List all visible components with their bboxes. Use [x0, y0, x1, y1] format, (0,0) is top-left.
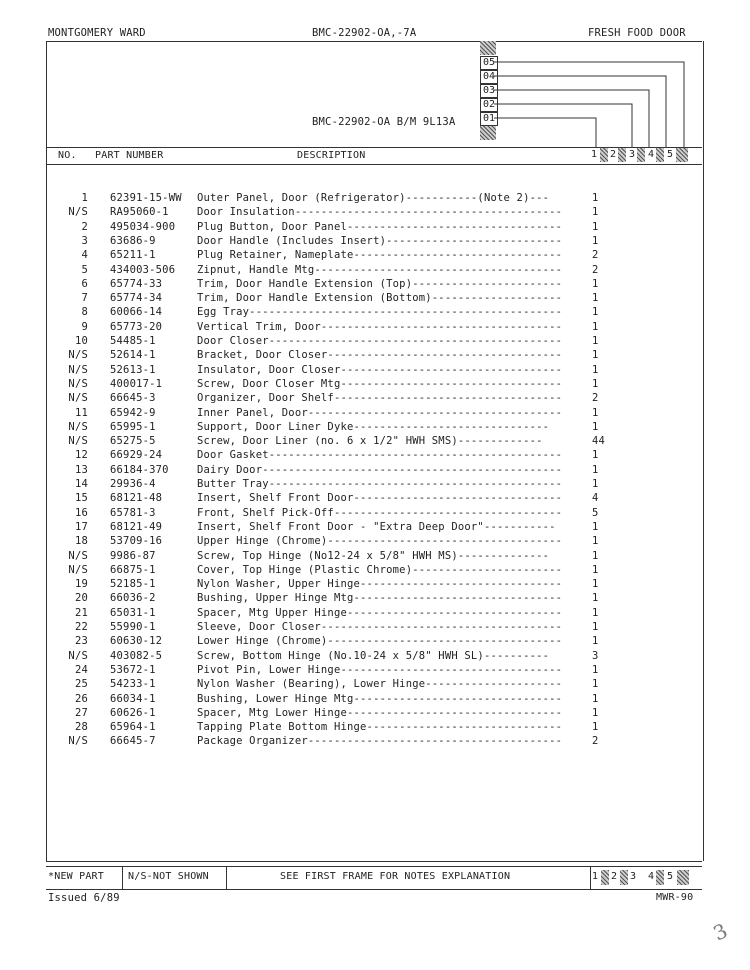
hatch-mark — [600, 148, 608, 162]
item-number: 13 — [74, 463, 88, 476]
part-description: Insulator, Door Closer---------------------------------- — [197, 363, 563, 376]
part-number: 66184-370 — [110, 463, 169, 476]
table-row — [46, 506, 702, 520]
table-row — [46, 263, 702, 277]
quantity: 1 — [592, 578, 599, 591]
part-description: Screw, Bottom Hinge (No.10-24 x 5/8" HWH SL)---------- — [197, 649, 550, 662]
quantity: 1 — [592, 306, 599, 319]
item-number: 8 — [81, 306, 88, 319]
table-row — [46, 463, 702, 477]
quantity: 1 — [592, 692, 599, 705]
item-number: 18 — [74, 535, 88, 548]
hatch-mark — [677, 870, 689, 885]
part-description: Spacer, Mtg Lower Hinge--------------------------------- — [197, 706, 563, 719]
part-description: Bushing, Lower Hinge Mtg-------------------------------- — [197, 692, 563, 705]
issued-date: Issued 6/89 — [48, 892, 120, 904]
rule — [46, 164, 702, 165]
item-number: 19 — [74, 578, 88, 591]
part-description: Bracket, Door Closer------------------------------------ — [197, 349, 563, 362]
col-header-no: NO. — [58, 150, 77, 161]
part-number: 495034-900 — [110, 220, 176, 233]
part-number: 54485-1 — [110, 335, 156, 347]
col-num-4: 4 — [648, 871, 655, 882]
part-number: 62391-15-WW — [110, 192, 182, 204]
table-row — [46, 406, 702, 420]
item-number: 4 — [81, 249, 88, 262]
part-number: 66929-24 — [110, 449, 163, 462]
item-number: N/S — [68, 392, 88, 405]
col-num-4: 4 — [648, 149, 655, 160]
part-number: 68121-48 — [110, 492, 163, 505]
model-box-04: 04 — [480, 70, 498, 84]
table-row — [46, 334, 702, 348]
quantity: 44 — [592, 435, 606, 448]
item-number: 23 — [74, 635, 88, 648]
part-description: Package Organizer--------------------------------------- — [197, 735, 563, 748]
part-number: 55990-1 — [110, 621, 156, 633]
hatch-mark — [620, 870, 628, 885]
part-number: 29936-4 — [110, 478, 156, 490]
model-box-05: 05 — [480, 56, 498, 70]
table-row — [46, 663, 702, 677]
table-row — [46, 720, 702, 734]
header-bar — [46, 28, 702, 42]
footer-notes: SEE FIRST FRAME FOR NOTES EXPLANATION — [280, 871, 511, 882]
part-description: Door Handle (Includes Insert)--------------------------- — [197, 234, 563, 247]
table-row — [46, 634, 702, 648]
item-number: N/S — [68, 735, 88, 748]
part-number: 53709-16 — [110, 535, 163, 548]
item-number: 1 — [81, 192, 88, 204]
part-number: 65781-3 — [110, 506, 156, 519]
part-number: 52185-1 — [110, 578, 156, 591]
col-num-2: 2 — [611, 871, 618, 882]
item-number: 10 — [74, 335, 88, 347]
table-row — [46, 234, 702, 248]
table-row — [46, 277, 702, 291]
quantity: 1 — [592, 520, 599, 533]
leader-lines — [494, 55, 699, 150]
quantity: 2 — [592, 263, 599, 276]
quantity: 2 — [592, 735, 599, 748]
part-description: Vertical Trim, Door------------------------------------- — [197, 320, 563, 333]
quantity: 1 — [592, 292, 599, 305]
quantity: 1 — [592, 478, 599, 490]
part-description: Lower Hinge (Chrome)------------------------------------ — [197, 635, 563, 648]
quantity: 4 — [592, 492, 599, 505]
part-description: Trim, Door Handle Extension (Top)----------------------- — [197, 277, 563, 290]
table-row — [46, 577, 702, 591]
part-number: 400017-1 — [110, 377, 163, 390]
table-row — [46, 706, 702, 720]
quantity: 1 — [592, 234, 599, 247]
table-row — [46, 305, 702, 319]
part-description: Butter Tray--------------------------------------------- — [197, 478, 563, 490]
part-number: 66645-7 — [110, 735, 156, 748]
table-row — [46, 291, 702, 305]
part-number: 66875-1 — [110, 563, 156, 576]
quantity: 1 — [592, 721, 599, 734]
part-description: Upper Hinge (Chrome)------------------------------------ — [197, 535, 563, 548]
item-number: N/S — [68, 377, 88, 390]
quantity: 1 — [592, 277, 599, 290]
table-row — [46, 477, 702, 491]
col-num-3: 3 — [630, 871, 637, 882]
part-number: 65275-5 — [110, 435, 156, 448]
table-row — [46, 734, 702, 748]
col-num-1: 1 — [591, 149, 598, 160]
col-num-5: 5 — [667, 871, 674, 882]
item-number: N/S — [68, 649, 88, 662]
header-section: FRESH FOOD DOOR — [588, 27, 686, 39]
col-num-1: 1 — [592, 871, 599, 882]
part-description: Insert, Shelf Front Door-------------------------------- — [197, 492, 563, 505]
header-brand: MONTGOMERY WARD — [48, 27, 146, 39]
quantity: 1 — [592, 635, 599, 648]
part-number: 63686-9 — [110, 234, 156, 247]
quantity: 1 — [592, 206, 599, 219]
part-number: 65774-33 — [110, 277, 163, 290]
part-description: Zipnut, Handle Mtg-------------------------------------- — [197, 263, 563, 276]
part-number: 66034-1 — [110, 692, 156, 705]
part-description: Bushing, Upper Hinge Mtg-------------------------------- — [197, 592, 563, 605]
part-number: 9986-87 — [110, 549, 156, 562]
part-description: Trim, Door Handle Extension (Bottom)-------------------- — [197, 292, 563, 305]
part-description: Door Gasket--------------------------------------------- — [197, 449, 563, 462]
part-number: 65942-9 — [110, 406, 156, 419]
item-number: 2 — [81, 220, 88, 233]
item-number: 16 — [74, 506, 88, 519]
model-box-03: 03 — [480, 84, 498, 98]
part-description: Inner Panel, Door--------------------------------------- — [197, 406, 563, 419]
hatch-mark — [601, 870, 609, 885]
part-number: 434003-506 — [110, 263, 176, 276]
quantity: 1 — [592, 549, 599, 562]
col-num-3: 3 — [629, 149, 636, 160]
item-number: 25 — [74, 678, 88, 691]
table-row — [46, 191, 702, 205]
part-description: Outer Panel, Door (Refrigerator)-----------(Note 2)--- — [197, 192, 550, 204]
item-number: N/S — [68, 420, 88, 433]
quantity: 1 — [592, 377, 599, 390]
rule — [46, 861, 702, 862]
hatch-mark — [480, 41, 496, 55]
item-number: 5 — [81, 263, 88, 276]
item-number: N/S — [68, 563, 88, 576]
table-row — [46, 606, 702, 620]
quantity: 1 — [592, 592, 599, 605]
quantity: 1 — [592, 563, 599, 576]
quantity: 1 — [592, 349, 599, 362]
footer-column-strip — [590, 870, 702, 887]
part-description: Front, Shelf Pick-Off----------------------------------- — [197, 506, 563, 519]
quantity: 1 — [592, 406, 599, 419]
part-number: 60066-14 — [110, 306, 163, 319]
table-row — [46, 220, 702, 234]
item-number: 7 — [81, 292, 88, 305]
item-number: 15 — [74, 492, 88, 505]
table-row — [46, 677, 702, 691]
quantity: 1 — [592, 420, 599, 433]
table-row — [46, 363, 702, 377]
quantity: 1 — [592, 706, 599, 719]
table-row — [46, 534, 702, 548]
table-row — [46, 377, 702, 391]
quantity: 1 — [592, 663, 599, 676]
item-number: N/S — [68, 549, 88, 562]
item-number: 3 — [81, 234, 88, 247]
part-description: Organizer, Door Shelf----------------------------------- — [197, 392, 563, 405]
part-description: Sleeve, Door Closer------------------------------------- — [197, 621, 563, 633]
part-number: 403082-5 — [110, 649, 163, 662]
part-description: Plug Retainer, Nameplate-------------------------------- — [197, 249, 563, 262]
table-row — [46, 420, 702, 434]
quantity: 1 — [592, 363, 599, 376]
divider — [226, 867, 227, 889]
table-row — [46, 591, 702, 605]
model-reference: BMC-22902-OA B/M 9L13A — [312, 116, 456, 128]
table-row — [46, 248, 702, 262]
part-description: Screw, Top Hinge (No12-24 x 5/8" HWH MS)-------------- — [197, 549, 550, 562]
quantity: 1 — [592, 621, 599, 633]
item-number: 22 — [74, 621, 88, 633]
part-description: Dairy Door---------------------------------------------- — [197, 463, 563, 476]
item-number: 27 — [74, 706, 88, 719]
part-number: RA95060-1 — [110, 206, 169, 219]
header-model: BMC-22902-OA,-7A — [312, 27, 417, 39]
part-description: Cover, Top Hinge (Plastic Chrome)----------------------- — [197, 563, 563, 576]
item-number: N/S — [68, 206, 88, 219]
part-number: 53672-1 — [110, 663, 156, 676]
part-description: Plug Button, Door Panel--------------------------------- — [197, 220, 563, 233]
part-description: Spacer, Mtg Upper Hinge--------------------------------- — [197, 606, 563, 619]
col-header-part: PART NUMBER — [95, 150, 164, 161]
table-row — [46, 348, 702, 362]
quantity: 1 — [592, 320, 599, 333]
item-number: N/S — [68, 349, 88, 362]
quantity: 1 — [592, 678, 599, 691]
table-row — [46, 649, 702, 663]
quantity: 2 — [592, 392, 599, 405]
hatch-mark — [656, 870, 664, 885]
quantity: 1 — [592, 192, 599, 204]
part-description: Screw, Door Closer Mtg---------------------------------- — [197, 377, 563, 390]
table-row — [46, 563, 702, 577]
part-description: Support, Door Liner Dyke------------------------------ — [197, 420, 550, 433]
table-row — [46, 320, 702, 334]
part-description: Insert, Shelf Front Door - "Extra Deep Door"----------- — [197, 520, 556, 533]
part-number: 65211-1 — [110, 249, 156, 262]
item-number: 17 — [74, 520, 88, 533]
item-number: 12 — [74, 449, 88, 462]
column-number-strip — [590, 147, 702, 164]
part-number: 66645-3 — [110, 392, 156, 405]
part-description: Door Closer--------------------------------------------- — [197, 335, 563, 347]
model-box-02: 02 — [480, 98, 498, 112]
hatch-mark — [656, 148, 664, 162]
item-number: 11 — [74, 406, 88, 419]
table-row — [46, 520, 702, 534]
part-description: Door Insulation----------------------------------------- — [197, 206, 563, 219]
part-number: 52613-1 — [110, 363, 156, 376]
part-description: Screw, Door Liner (no. 6 x 1/2" HWH SMS)------------- — [197, 435, 543, 448]
item-number: 28 — [74, 721, 88, 734]
quantity: 1 — [592, 220, 599, 233]
item-number: 26 — [74, 692, 88, 705]
handwritten-mark: 3 — [709, 918, 732, 946]
item-number: 14 — [74, 478, 88, 490]
col-num-5: 5 — [667, 149, 674, 160]
part-number: 65995-1 — [110, 420, 156, 433]
part-number: 60630-12 — [110, 635, 163, 648]
part-number: 68121-49 — [110, 520, 163, 533]
footer-new-part: *NEW PART — [48, 871, 104, 882]
table-row — [46, 448, 702, 462]
table-row — [46, 391, 702, 405]
hatch-mark — [637, 148, 645, 162]
item-number: N/S — [68, 435, 88, 448]
quantity: 1 — [592, 449, 599, 462]
table-row — [46, 692, 702, 706]
footer-bar — [46, 866, 702, 890]
table-row — [46, 549, 702, 563]
hatch-mark — [618, 148, 626, 162]
part-number: 52614-1 — [110, 349, 156, 362]
hatch-mark — [676, 148, 688, 162]
quantity: 3 — [592, 649, 599, 662]
part-number: 65773-20 — [110, 320, 163, 333]
quantity: 1 — [592, 606, 599, 619]
part-number: 60626-1 — [110, 706, 156, 719]
item-number: 20 — [74, 592, 88, 605]
part-number: 54233-1 — [110, 678, 156, 691]
item-number: N/S — [68, 363, 88, 376]
page-code: MWR-90 — [656, 892, 694, 903]
part-number: 65031-1 — [110, 606, 156, 619]
part-description: Egg Tray------------------------------------------------ — [197, 306, 563, 319]
part-number: 65964-1 — [110, 721, 156, 734]
part-description: Nylon Washer (Bearing), Lower Hinge--------------------- — [197, 678, 563, 691]
item-number: 21 — [74, 606, 88, 619]
part-description: Pivot Pin, Lower Hinge---------------------------------- — [197, 663, 563, 676]
item-number: 24 — [74, 663, 88, 676]
part-description: Nylon Washer, Upper Hinge------------------------------- — [197, 578, 563, 591]
divider — [122, 867, 123, 889]
table-row — [46, 434, 702, 448]
quantity: 1 — [592, 535, 599, 548]
part-number: 65774-34 — [110, 292, 163, 305]
item-number: 6 — [81, 277, 88, 290]
quantity: 1 — [592, 335, 599, 347]
quantity: 5 — [592, 506, 599, 519]
part-number: 66036-2 — [110, 592, 156, 605]
table-row — [46, 205, 702, 219]
model-box-01: 01 — [480, 112, 498, 126]
item-number: 9 — [81, 320, 88, 333]
col-num-2: 2 — [610, 149, 617, 160]
part-description: Tapping Plate Bottom Hinge------------------------------ — [197, 721, 563, 734]
table-row — [46, 491, 702, 505]
quantity: 2 — [592, 249, 599, 262]
footer-not-shown: N/S-NOT SHOWN — [128, 871, 209, 882]
table-row — [46, 620, 702, 634]
col-header-desc: DESCRIPTION — [297, 150, 366, 161]
quantity: 1 — [592, 463, 599, 476]
